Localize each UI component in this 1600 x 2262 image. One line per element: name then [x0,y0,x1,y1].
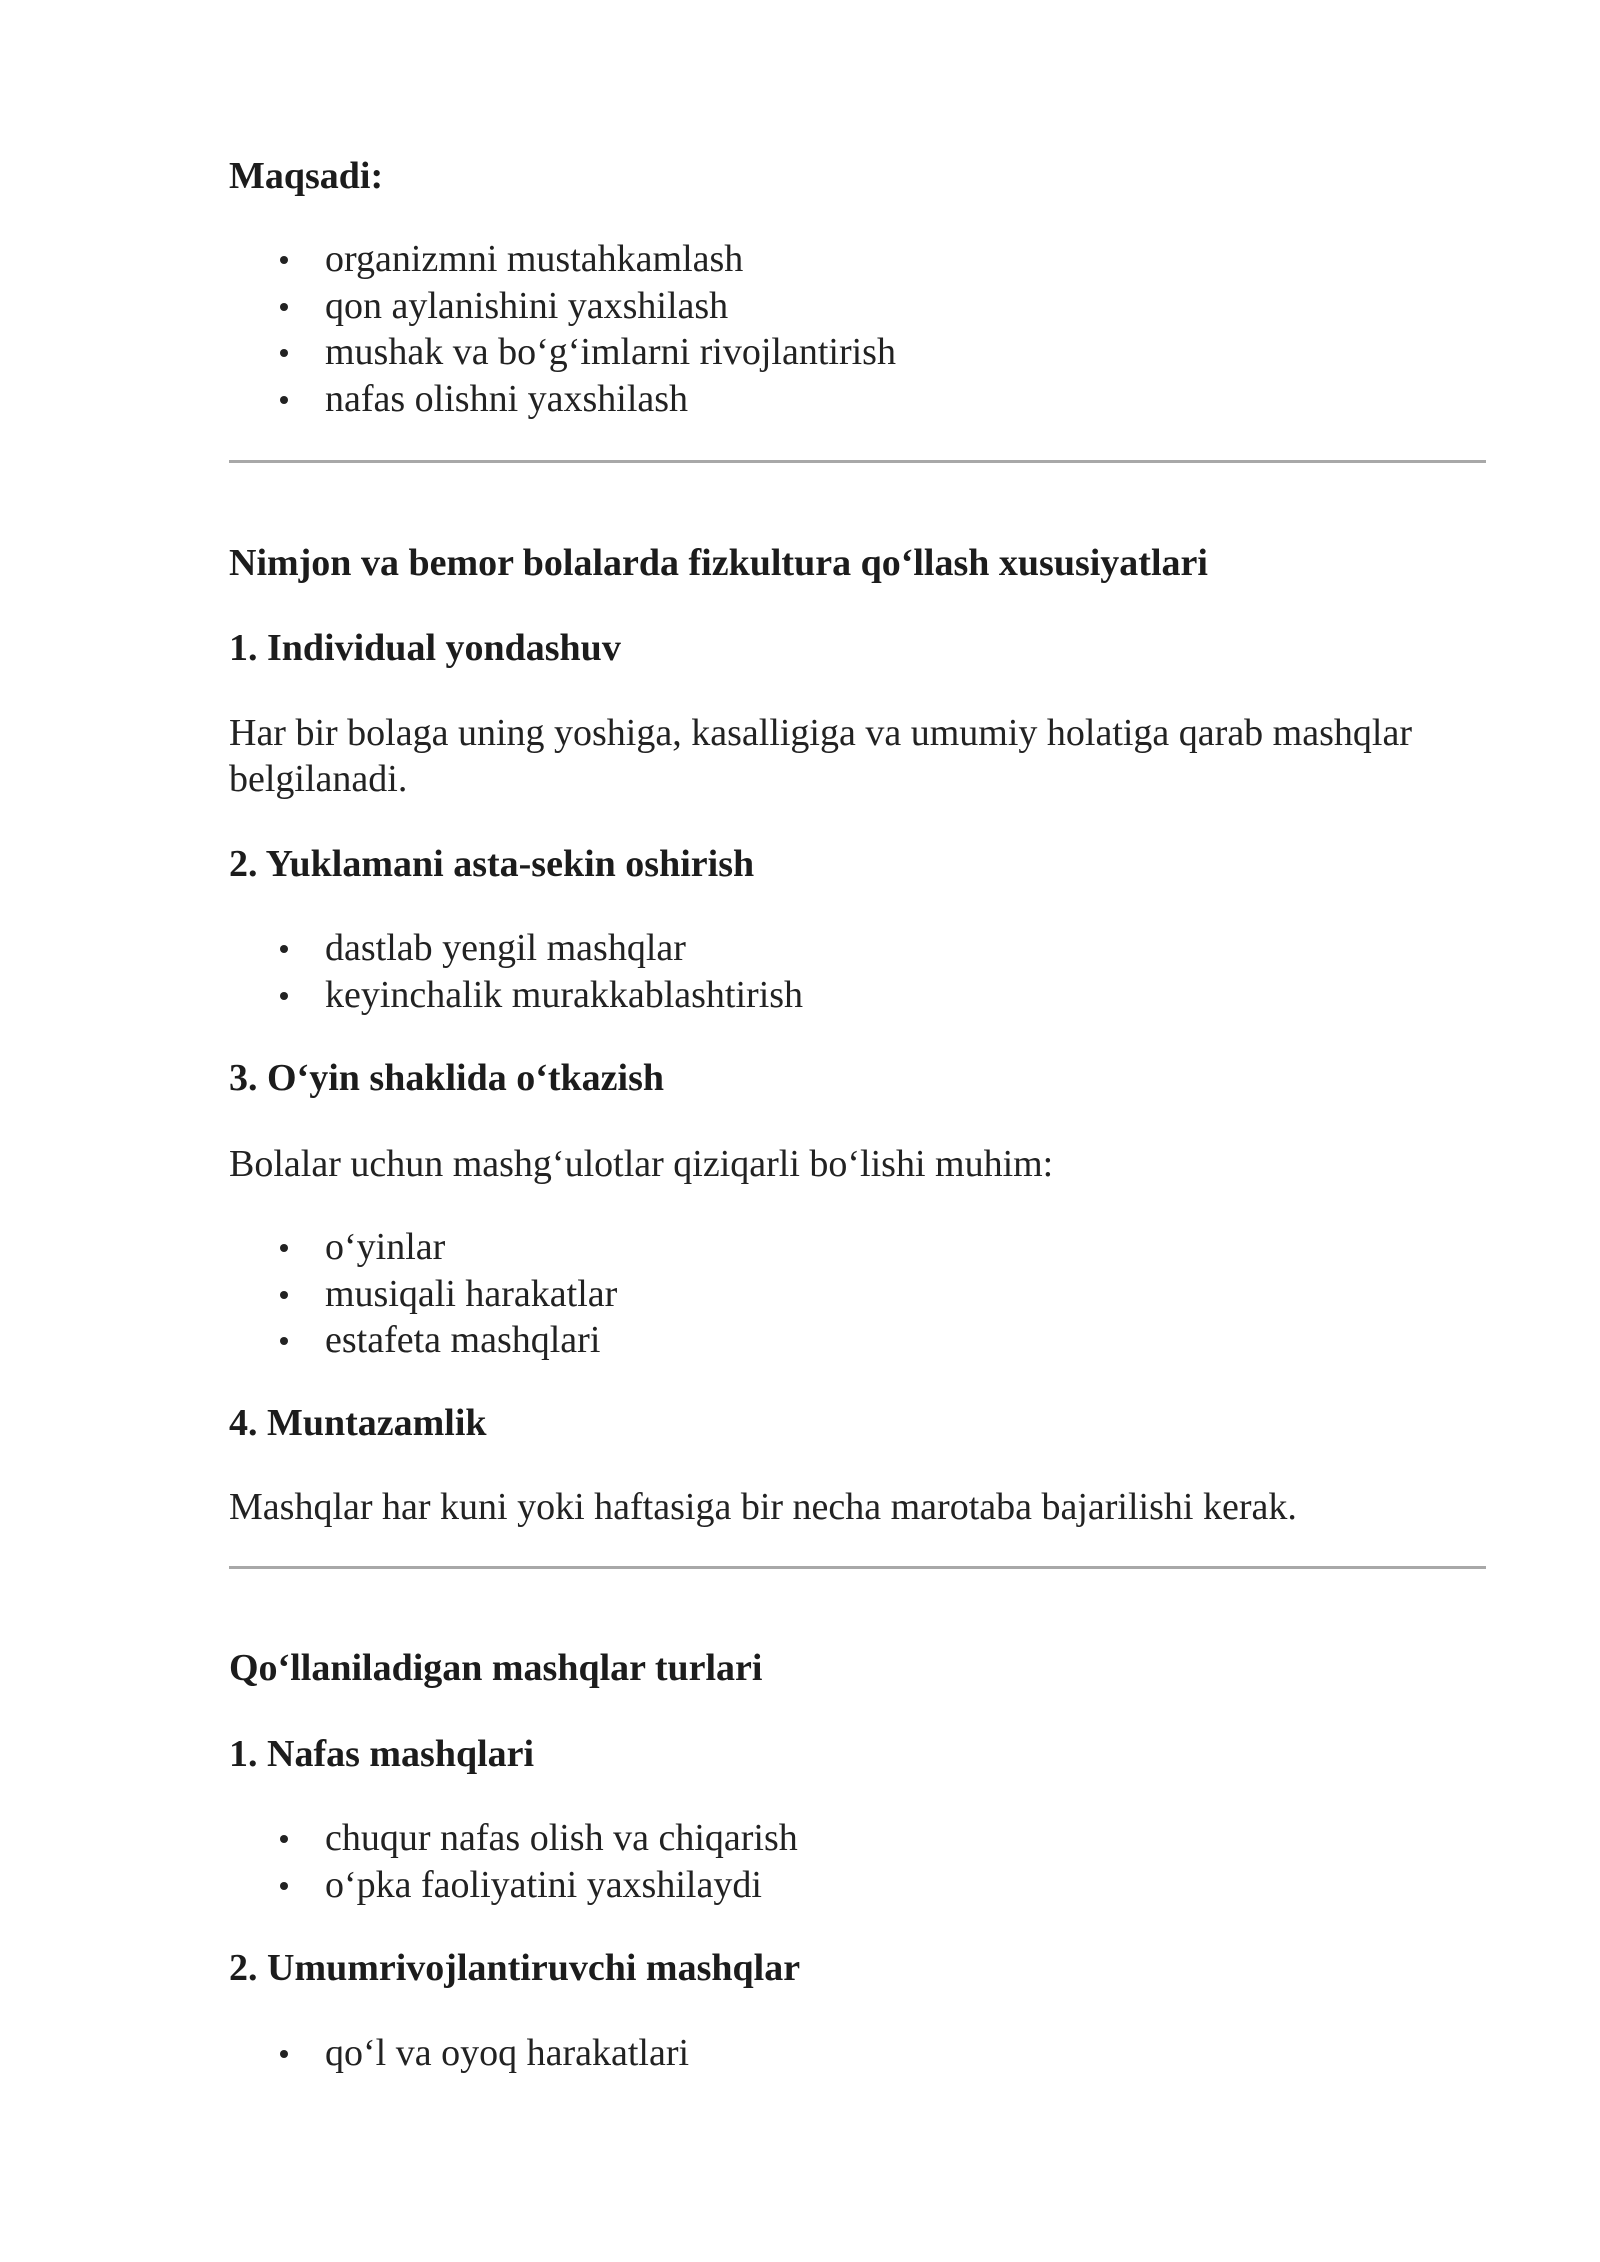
paragraph: Mashqlar har kuni yoki haftasiga bir necha marotaba bajarilishi kerak. [229,1486,1297,1528]
bullet-icon [280,303,288,311]
bullet-list [229,2030,689,2077]
list-item: qon aylanishini yaxshilash [229,283,896,330]
horizontal-divider [229,460,1486,463]
list-item: mushak va bo‘g‘imlarni rivojlantirish [229,329,896,376]
list-item: musiqali harakatlar [229,1271,617,1318]
list-item: nafas olishni yaxshilash [229,376,896,423]
list-item: o‘yinlar [229,1224,617,1271]
subsection-heading: 2. Yuklamani asta-sekin oshirish [229,843,755,885]
bullet-list [229,1815,798,1908]
bullet-icon [280,945,288,953]
horizontal-divider [229,1566,1486,1569]
subsection-heading: 1. Nafas mashqlari [229,1733,535,1775]
paragraph: Har bir bolaga uning yoshiga, kasalligiga va umumiy holatiga qarab mashqlar belgilanadi. [229,712,1412,800]
list-item: keyinchalik murakkablashtirish [229,972,803,1019]
paragraph: Bolalar uchun mashg‘ulotlar qiziqarli bo‘lishi muhim: [229,1143,1054,1185]
bullet-icon [280,1882,288,1890]
bullet-icon [280,396,288,404]
list-item: dastlab yengil mashqlar [229,925,803,972]
bullet-list [229,925,803,1018]
section-title: Qo‘llaniladigan mashqlar turlari [229,1647,763,1689]
bullet-icon [280,256,288,264]
goals-list [229,236,896,422]
list-item: estafeta mashqlari [229,1317,617,1364]
bullet-icon [280,2050,288,2058]
subsection-heading: 3. O‘yin shaklida o‘tkazish [229,1057,664,1099]
subsection-heading: 1. Individual yondashuv [229,627,621,669]
bullet-icon [280,1291,288,1299]
bullet-icon [280,992,288,1000]
bullet-icon [280,349,288,357]
bullet-list [229,1224,617,1364]
list-item: qo‘l va oyoq harakatlari [229,2030,689,2077]
list-item: organizmni mustahkamlash [229,236,896,283]
goals-heading: Maqsadi: [229,155,384,197]
bullet-icon [280,1835,288,1843]
subsection-heading: 2. Umumrivojlantiruvchi mashqlar [229,1947,801,1989]
section-title: Nimjon va bemor bolalarda fizkultura qo‘llash xususiyatlari [229,542,1208,584]
bullet-icon [280,1337,288,1345]
list-item: o‘pka faoliyatini yaxshilaydi [229,1862,798,1909]
subsection-heading: 4. Muntazamlik [229,1402,487,1444]
bullet-icon [280,1244,288,1252]
list-item: chuqur nafas olish va chiqarish [229,1815,798,1862]
